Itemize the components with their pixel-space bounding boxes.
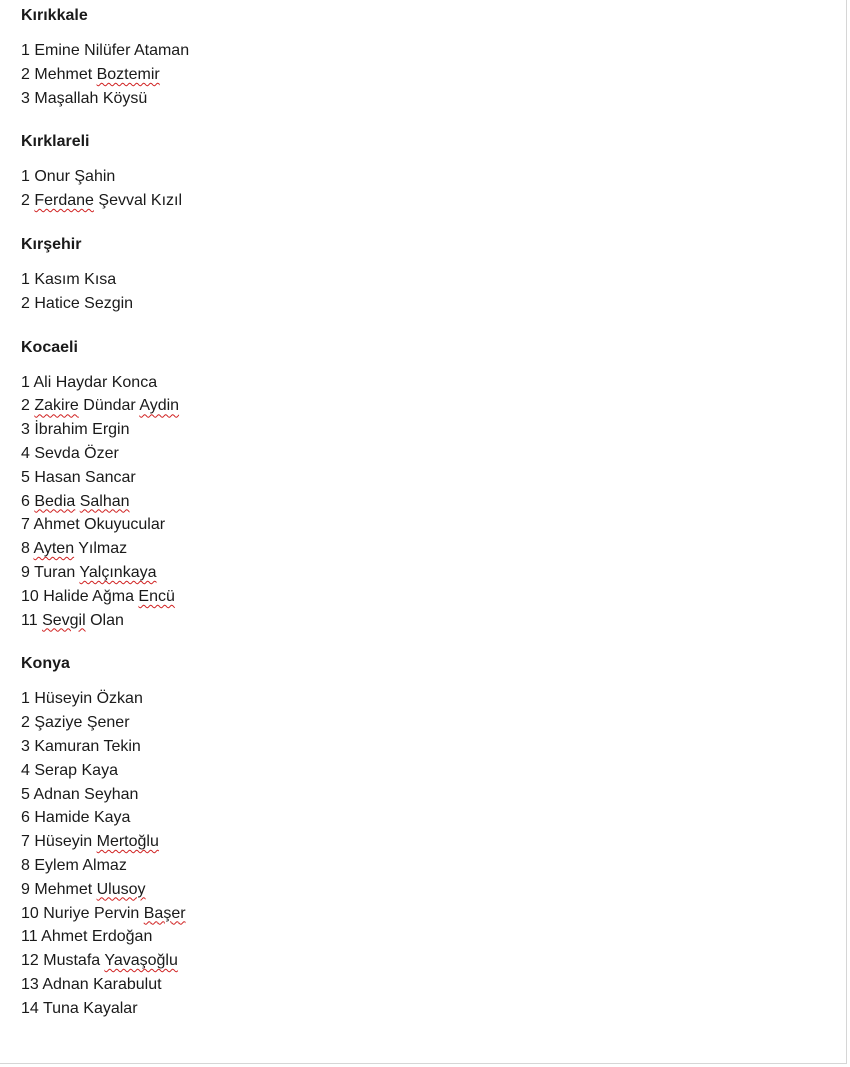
candidate-entry — [21, 371, 821, 395]
candidate-entry — [21, 783, 821, 807]
candidate-entry — [21, 442, 821, 466]
candidate-number: 2 — [21, 714, 30, 732]
province-section — [21, 337, 821, 633]
candidate-number: 7 — [21, 833, 30, 851]
candidate-entry — [21, 711, 821, 735]
candidate-number: 10 — [21, 587, 39, 605]
candidate-number: 11 — [21, 611, 38, 629]
candidate-name: Bedia Salhan — [34, 492, 130, 510]
candidate-number: 4 — [21, 761, 30, 779]
province-section — [21, 5, 821, 110]
province-heading: Kırşehir — [21, 235, 82, 253]
candidate-entry — [21, 806, 821, 830]
candidate-number: 8 — [21, 856, 30, 874]
candidate-entry — [21, 39, 821, 63]
candidate-name: Hüseyin Mertoğlu — [34, 833, 159, 851]
candidate-name: Onur Şahin — [34, 168, 116, 186]
candidate-number: 6 — [21, 492, 30, 510]
candidate-name: Kamuran Tekin — [34, 737, 141, 755]
candidate-name: Ahmet Erdoğan — [41, 928, 153, 946]
candidate-number: 4 — [21, 444, 30, 462]
candidate-entry — [21, 292, 821, 316]
candidate-entry — [21, 854, 821, 878]
candidate-number: 9 — [21, 563, 30, 581]
candidate-number: 2 — [21, 192, 30, 210]
candidate-number: 2 — [21, 294, 30, 312]
province-section — [21, 131, 821, 213]
candidate-name: Sevda Özer — [34, 444, 119, 462]
province-heading: Kırıkkale — [21, 7, 88, 24]
candidate-number: 3 — [21, 421, 30, 439]
candidate-entry — [21, 466, 821, 490]
candidate-number: 2 — [21, 65, 30, 83]
candidate-number: 5 — [21, 468, 30, 486]
document-body — [21, 5, 821, 1021]
candidate-entry — [21, 997, 821, 1021]
candidate-entry — [21, 949, 821, 973]
candidate-entry — [21, 878, 821, 902]
candidate-name: Turan Yalçınkaya — [34, 563, 157, 581]
province-heading: Kocaeli — [21, 338, 78, 356]
candidate-number: 5 — [21, 785, 30, 803]
candidate-name: Hasan Sancar — [34, 468, 136, 486]
candidate-name: Tuna Kayalar — [42, 999, 138, 1017]
candidate-name: Ayten Yılmaz — [33, 540, 128, 558]
candidate-entry — [21, 735, 821, 759]
candidate-name: Hatice Sezgin — [34, 294, 134, 312]
candidate-number: 7 — [21, 516, 30, 534]
candidate-entry — [21, 268, 821, 292]
candidate-number: 1 — [21, 373, 30, 391]
candidate-name: Hüseyin Özkan — [34, 690, 143, 708]
candidate-entry — [21, 418, 821, 442]
candidate-entry — [21, 759, 821, 783]
candidate-number: 10 — [21, 904, 39, 922]
candidate-name: Halide Ağma Encü — [43, 587, 175, 605]
candidate-name: Ahmet Okuyucular — [33, 516, 166, 534]
candidate-name: Kasım Kısa — [34, 270, 117, 288]
candidate-name: Ali Haydar Konca — [33, 373, 158, 391]
candidate-number: 6 — [21, 809, 30, 827]
candidate-number: 1 — [21, 690, 30, 708]
candidate-name: Serap Kaya — [34, 761, 118, 779]
candidate-entry — [21, 687, 821, 711]
province-section — [21, 234, 821, 316]
candidate-name: Mustafa Yavaşoğlu — [43, 952, 178, 970]
province-section — [21, 653, 821, 1020]
province-heading: Kırklareli — [21, 133, 90, 151]
candidate-number: 1 — [21, 270, 30, 288]
candidate-name: İbrahim Ergin — [34, 421, 130, 439]
candidate-number: 11 — [21, 928, 38, 946]
candidate-name: Mehmet Ulusoy — [34, 880, 146, 898]
candidate-name: Mehmet Boztemir — [34, 65, 160, 83]
candidate-entry — [21, 189, 821, 213]
candidate-name: Ferdane Şevval Kızıl — [34, 192, 183, 210]
candidate-name: Nuriye Pervin Başer — [43, 904, 186, 922]
candidate-entry — [21, 973, 821, 997]
candidate-entry — [21, 63, 821, 87]
candidate-entry — [21, 87, 821, 111]
candidate-name: Sevgil Olan — [42, 611, 124, 629]
candidate-name: Eylem Almaz — [34, 856, 127, 874]
candidate-entry — [21, 513, 821, 537]
candidate-entry — [21, 609, 821, 633]
candidate-list — [21, 268, 821, 316]
candidate-entry — [21, 902, 821, 926]
candidate-number: 1 — [21, 42, 30, 59]
candidate-entry — [21, 394, 821, 418]
candidate-number: 3 — [21, 89, 30, 107]
candidate-list — [21, 165, 821, 213]
candidate-list — [21, 687, 821, 1020]
candidate-number: 13 — [21, 975, 39, 993]
candidate-name: Şaziye Şener — [34, 714, 130, 732]
candidate-entry — [21, 925, 821, 949]
candidate-entry — [21, 490, 821, 514]
candidate-entry — [21, 537, 821, 561]
candidate-number: 1 — [21, 168, 30, 186]
candidate-number: 14 — [21, 999, 39, 1017]
candidate-number: 2 — [21, 397, 30, 415]
candidate-list — [21, 39, 821, 110]
candidate-name: Zakire Dündar Aydin — [34, 397, 180, 415]
candidate-name: Hamide Kaya — [34, 809, 131, 827]
candidate-number: 9 — [21, 880, 30, 898]
candidate-number: 12 — [21, 952, 39, 970]
candidate-name: Emine Nilüfer Ataman — [34, 42, 190, 59]
province-heading: Konya — [21, 655, 70, 673]
candidate-name: Maşallah Köysü — [34, 89, 148, 107]
candidate-number: 8 — [21, 540, 30, 558]
candidate-list — [21, 371, 821, 633]
candidate-entry — [21, 585, 821, 609]
candidate-entry — [21, 165, 821, 189]
candidate-number: 3 — [21, 737, 30, 755]
candidate-name: Adnan Karabulut — [42, 975, 162, 993]
candidate-name: Adnan Seyhan — [33, 785, 139, 803]
candidate-entry — [21, 561, 821, 585]
candidate-entry — [21, 830, 821, 854]
